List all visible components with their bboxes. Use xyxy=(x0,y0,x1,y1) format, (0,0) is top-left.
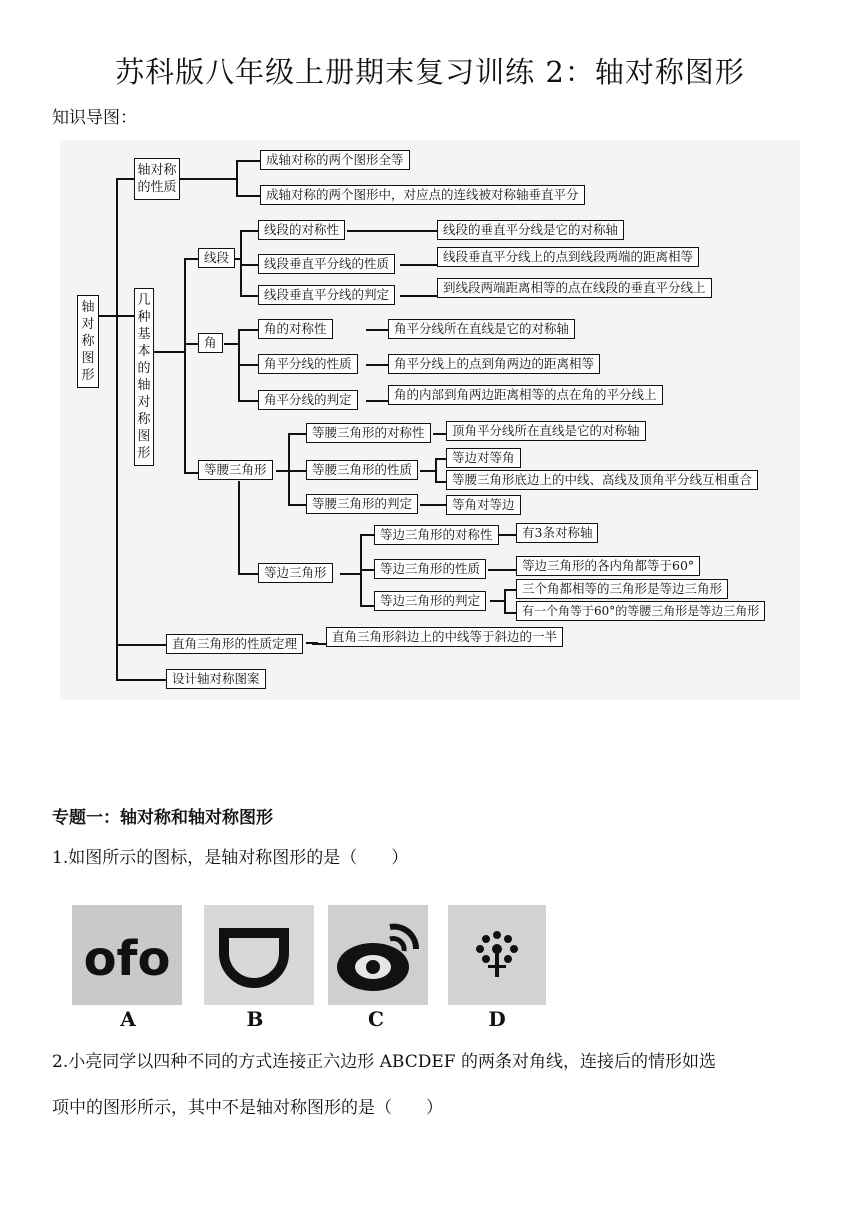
question-1: 1.如图所示的图标，是轴对称图形的是（ ） xyxy=(52,848,409,868)
knowledge-mindmap xyxy=(60,140,800,700)
mindmap-seg-item-1: 线段的对称性 xyxy=(258,220,345,240)
mindmap-iso-result-3: 等腰三角形底边上的中线、高线及顶角平分线互相重合 xyxy=(446,470,758,490)
mindmap-equi-result-2: 等边三角形的各内角都等于60° xyxy=(516,556,700,576)
mindmap-root: 轴对称图形 xyxy=(77,295,99,388)
flower-logo-icon xyxy=(448,905,546,1005)
mindmap-angle-node: 角 xyxy=(198,333,223,353)
mindmap-equi-result-4: 有一个角等于60°的等腰三角形是等边三角形 xyxy=(516,601,765,621)
ofo-logo-icon xyxy=(72,905,182,1005)
mindmap-iso-node: 等腰三角形 xyxy=(198,460,273,480)
mindmap-seg-result-2: 线段垂直平分线上的点到线段两端的距离相等 xyxy=(437,247,699,267)
mindmap-equi-item-1: 等边三角形的对称性 xyxy=(374,525,499,545)
mindmap-basic-node: 几种基本的轴对称图形 xyxy=(134,288,154,466)
mindmap-heading: 知识导图： xyxy=(52,108,137,128)
option-a-label: A xyxy=(120,1007,136,1031)
mindmap-equi-item-3: 等边三角形的判定 xyxy=(374,591,486,611)
mindmap-equi-result-3: 三个角都相等的三角形是等边三角形 xyxy=(516,579,728,599)
mindmap-prop-2: 成轴对称的两个图形中，对应点的连线被对称轴垂直平分 xyxy=(260,185,585,205)
option-d-label: D xyxy=(488,1007,506,1031)
mindmap-props-node: 轴对称的性质 xyxy=(134,158,180,200)
mindmap-ang-result-2: 角平分线上的点到角两边的距离相等 xyxy=(388,354,600,374)
option-b-label: B xyxy=(246,1007,264,1031)
mindmap-equi-result-1: 有3条对称轴 xyxy=(516,523,598,543)
question-2-line-1: 2.小亮同学以四种不同的方式连接正六边形 ABCDEF 的两条对角线，连接后的情形如选 xyxy=(52,1052,716,1072)
mindmap-equi-item-2: 等边三角形的性质 xyxy=(374,559,486,579)
mindmap-iso-result-2: 等边对等角 xyxy=(446,448,521,468)
page-title: 苏科版八年级上册期末复习训练 2：轴对称图形 xyxy=(115,55,745,89)
mindmap-ang-result-3: 角的内部到角两边距离相等的点在角的平分线上 xyxy=(388,385,663,405)
question-2-line-2: 项中的图形所示，其中不是轴对称图形的是（ ） xyxy=(52,1098,443,1118)
weibo-logo-icon xyxy=(328,905,428,1005)
mindmap-seg-result-3: 到线段两端距离相等的点在线段的垂直平分线上 xyxy=(437,278,712,298)
mindmap-ang-item-2: 角平分线的性质 xyxy=(258,354,358,374)
mindmap-right-result: 直角三角形斜边上的中线等于斜边的一半 xyxy=(326,627,563,647)
mindmap-iso-result-4: 等角对等边 xyxy=(446,495,521,515)
mindmap-prop-1: 成轴对称的两个图形全等 xyxy=(260,150,410,170)
mindmap-iso-item-3: 等腰三角形的判定 xyxy=(306,494,418,514)
mindmap-seg-item-3: 线段垂直平分线的判定 xyxy=(258,285,395,305)
mindmap-ang-result-1: 角平分线所在直线是它的对称轴 xyxy=(388,319,575,339)
mindmap-design-node: 设计轴对称图案 xyxy=(166,669,266,689)
mindmap-iso-result-1: 顶角平分线所在直线是它的对称轴 xyxy=(446,421,646,441)
mindmap-seg-item-2: 线段垂直平分线的性质 xyxy=(258,254,395,274)
mindmap-ang-item-1: 角的对称性 xyxy=(258,319,333,339)
mindmap-equi-node: 等边三角形 xyxy=(258,563,333,583)
option-c-label: C xyxy=(368,1007,384,1031)
didi-logo-icon xyxy=(204,905,314,1005)
mindmap-right-node: 直角三角形的性质定理 xyxy=(166,634,303,654)
svg-text:ofo: ofo xyxy=(83,931,171,987)
mindmap-seg-result-1: 线段的垂直平分线是它的对称轴 xyxy=(437,220,624,240)
mindmap-iso-item-2: 等腰三角形的性质 xyxy=(306,460,418,480)
mindmap-segment-node: 线段 xyxy=(198,248,235,268)
section-heading: 专题一：轴对称和轴对称图形 xyxy=(52,808,273,828)
mindmap-iso-item-1: 等腰三角形的对称性 xyxy=(306,423,431,443)
mindmap-ang-item-3: 角平分线的判定 xyxy=(258,390,358,410)
